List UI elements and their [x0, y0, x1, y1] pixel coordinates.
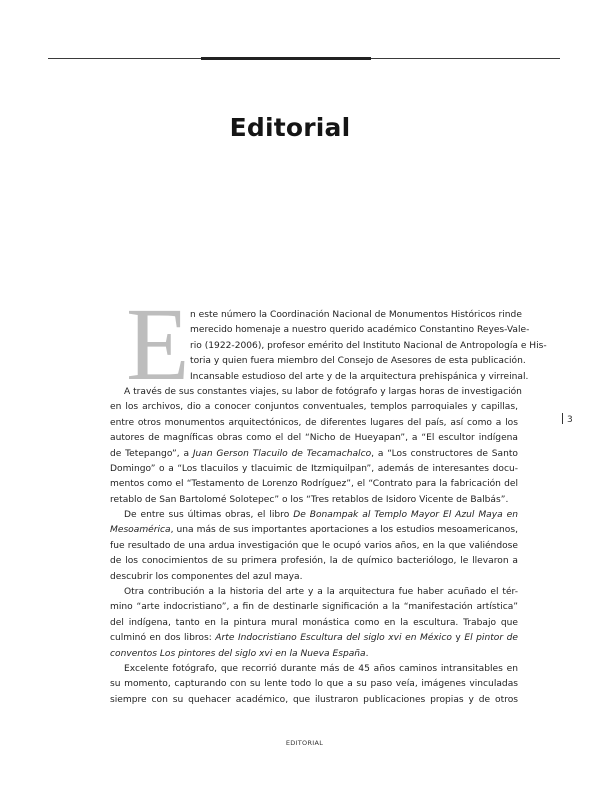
- text-line: del indígena, tanto en la pintura mural monástica como en la escultura. Trabajo que: [110, 617, 518, 628]
- text-line: [110, 647, 518, 662]
- drop-cap-letter: E: [126, 287, 190, 402]
- running-footer: EDITORIAL: [285, 739, 324, 747]
- text-line: A través de sus constantes viajes, su labor de fotógrafo y largas horas de investigación: [124, 386, 522, 397]
- italic-title: Arte Indocristiano Escultura del siglo xvi en México: [215, 633, 452, 644]
- page-title: Editorial: [229, 112, 351, 142]
- text-run: culminó en dos libros:: [110, 633, 216, 644]
- text-line: Domingo” o a “Los tlacuilos y tlacuimic de Itzmiquilpan”, además de interesantes docu-: [110, 463, 518, 474]
- text-line: Excelente fotógrafo, que recorrió durante más de 45 años caminos intransitables en: [124, 663, 518, 674]
- italic-title: Mesoamérica: [110, 525, 171, 536]
- italic-title: El pintor de: [464, 633, 518, 644]
- top-rule-accent: [201, 57, 371, 60]
- text-run: y: [451, 633, 465, 644]
- text-line: descubrir los componentes del azul maya.: [110, 571, 303, 582]
- text-line: [110, 508, 518, 523]
- text-line: autores de magníficas obras como el del “Nicho de Hueyapan”, a “El escultor indígena: [110, 433, 518, 444]
- page-number-divider: [562, 413, 563, 424]
- text-run: , a “Los constructores de Santo: [371, 448, 518, 459]
- text-line: merecido homenaje a nuestro querido académico Constantino Reyes-Vale-: [190, 325, 530, 336]
- text-line: mino “arte indocristiano”, a fin de destinarle significación a la “manifestación artística”: [110, 602, 518, 613]
- text-line: retablo de San Bartolomé Solotepec” o los “Tres retablos de Isidoro Vicente de Balbás”.: [110, 494, 509, 505]
- text-line: entre otros monumentos arquitectónicos, de diferentes lugares del país, así como a los: [110, 417, 518, 428]
- text-run: , una más de sus importantes aportaciones a los estudios mesoamericanos,: [170, 525, 518, 536]
- italic-title: De Bonampak al Templo Mayor El Azul Maya en: [293, 510, 518, 521]
- italic-title: conventos Los pintores del siglo xvi en la Nueva España: [110, 648, 366, 659]
- text-line: [110, 523, 518, 538]
- text-line: en los archivos, dio a conocer conjuntos conventuales, templos parroquiales y capillas,: [110, 402, 518, 413]
- text-line: Incansable estudioso del arte y de la arquitectura prehispánica y virreinal.: [190, 371, 529, 382]
- text-run: .: [365, 648, 369, 659]
- page-number: [562, 413, 573, 425]
- page-number-value: 3: [567, 415, 573, 425]
- text-line: [110, 447, 518, 462]
- text-line: n este número la Coordinación Nacional de Monumentos Históricos rinde: [190, 310, 522, 320]
- text-line: mentos como el “Testamento de Lorenzo Rodríguez”, el “Contrato para la fabricación del: [110, 479, 518, 490]
- text-line: su momento, capturando con su lente todo lo que a su paso veía, imágenes vinculadas: [110, 679, 518, 690]
- text-run: de Tetepango”, a: [110, 448, 193, 459]
- italic-title: Juan Gerson Tlacuilo de Tecamachalco: [192, 448, 372, 459]
- text-line: de los conocimientos de su primera profesión, la de químico bacteriólogo, le llevaron a: [110, 556, 518, 567]
- text-line: siempre con su quehacer académico, que ilustraron publicaciones propias y de otros: [110, 694, 518, 705]
- text-line: [110, 631, 518, 646]
- article-body: [110, 308, 547, 708]
- text-line: toria y quien fuera miembro del Consejo de Asesores de esta publicación.: [190, 356, 526, 367]
- text-line: Otra contribución a la historia del arte y a la arquitectura fue haber acuñado el tér-: [124, 587, 518, 598]
- text-line: fue resultado de una ardua investigación que le ocupó varios años, en la que valiéndose: [110, 540, 518, 551]
- text-line: rio (1922-2006), profesor emérito del Instituto Nacional de Antropología e His-: [190, 340, 547, 351]
- text-run: De entre sus últimas obras, el libro: [124, 510, 294, 521]
